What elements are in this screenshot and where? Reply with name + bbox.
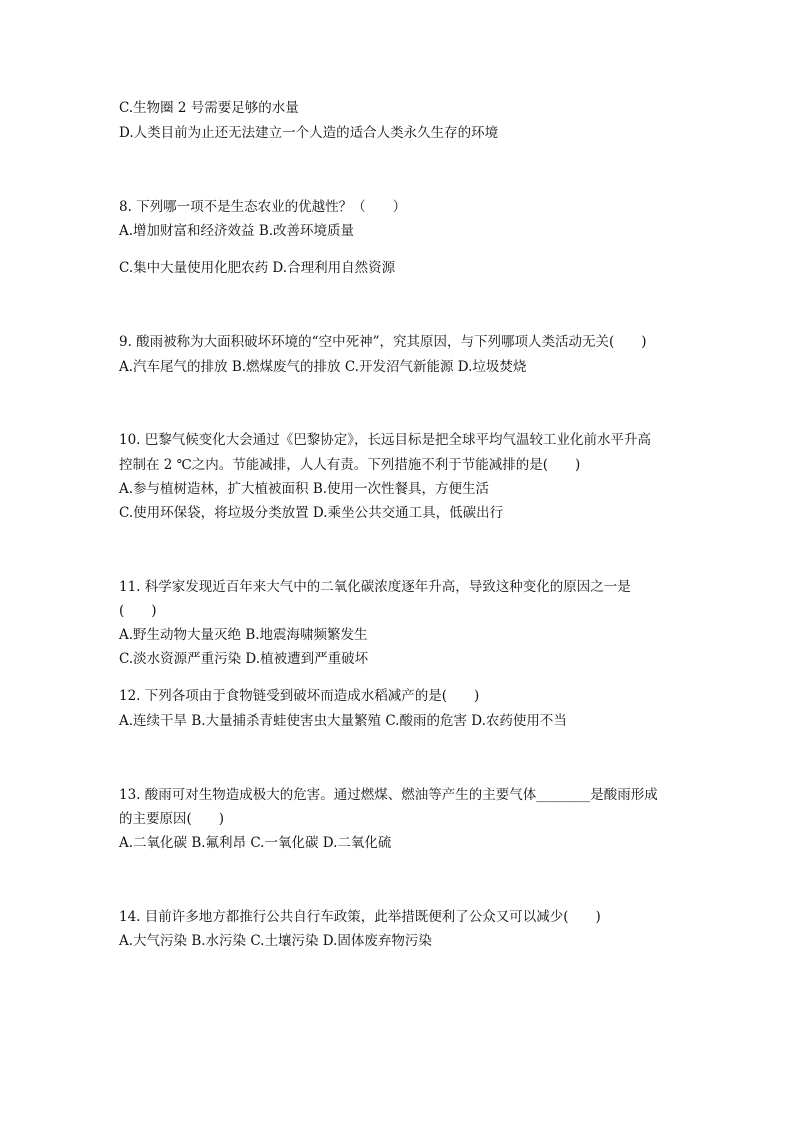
q7-option-d: D.人类目前为止还无法建立一个人造的适合人类永久生存的环境 — [119, 125, 499, 141]
q13-stem-line2: 的主要原因( ) — [119, 811, 225, 827]
q14-options: A.大气污染 B.水污染 C.土壤污染 D.固体废弃物污染 — [119, 933, 432, 949]
q10-options-cd: C.使用环保袋，将垃圾分类放置 D.乘坐公共交通工具，低碳出行 — [119, 505, 504, 521]
q12-options: A.连续干旱 B.大量捕杀青蛙使害虫大量繁殖 C.酸雨的危害 D.农药使用不当 — [119, 713, 567, 729]
q10-stem-line2: 控制在 2 ℃之内。节能减排，人人有责。下列措施不利于节能减排的是( ) — [119, 457, 581, 473]
q11-stem-line1: 11. 科学家发现近百年来大气中的二氧化碳浓度逐年升高，导致这种变化的原因之一是 — [119, 579, 631, 595]
q8-options-cd: C.集中大量使用化肥农药 D.合理利用自然资源 — [119, 260, 396, 276]
q13-options: A.二氧化碳 B.氟利昂 C.一氧化碳 D.二氧化硫 — [119, 835, 392, 851]
q9-stem: 9. 酸雨被称为大面积破坏环境的“空中死神”，究其原因，与下列哪项人类活动无关( ) — [119, 334, 647, 350]
q12-stem: 12. 下列各项由于食物链受到破坏而造成水稻减产的是( ) — [119, 688, 480, 704]
q13-stem-line1: 13. 酸雨可对生物造成极大的危害。通过燃煤、燃油等产生的主要气体________是酸雨形成 — [119, 787, 658, 803]
q10-stem-line1: 10. 巴黎气候变化大会通过《巴黎协定》，长远目标是把全球平均气温较工业化前水平升高 — [119, 432, 652, 448]
q10-options-ab: A.参与植树造林，扩大植被面积 B.使用一次性餐具，方便生活 — [119, 481, 490, 497]
q8-options-ab: A.增加财富和经济效益 B.改善环境质量 — [119, 223, 355, 239]
q11-options-ab: A.野生动物大量灭绝 B.地震海啸频繁发生 — [119, 627, 368, 643]
q14-stem: 14. 目前许多地方都推行公共自行车政策，此举措既便利了公众又可以减少( ) — [119, 909, 601, 925]
q9-options: A.汽车尾气的排放 B.燃煤废气的排放 C.开发沼气新能源 D.垃圾焚烧 — [119, 359, 527, 375]
q11-stem-line2: ( ) — [119, 603, 157, 619]
q7-option-c: C.生物圈 2 号需要足够的水量 — [119, 100, 299, 116]
q8-stem: 8. 下列哪一项不是生态农业的优越性？（ ） — [119, 199, 407, 215]
q11-options-cd: C.淡水资源严重污染 D.植被遭到严重破坏 — [119, 651, 369, 667]
